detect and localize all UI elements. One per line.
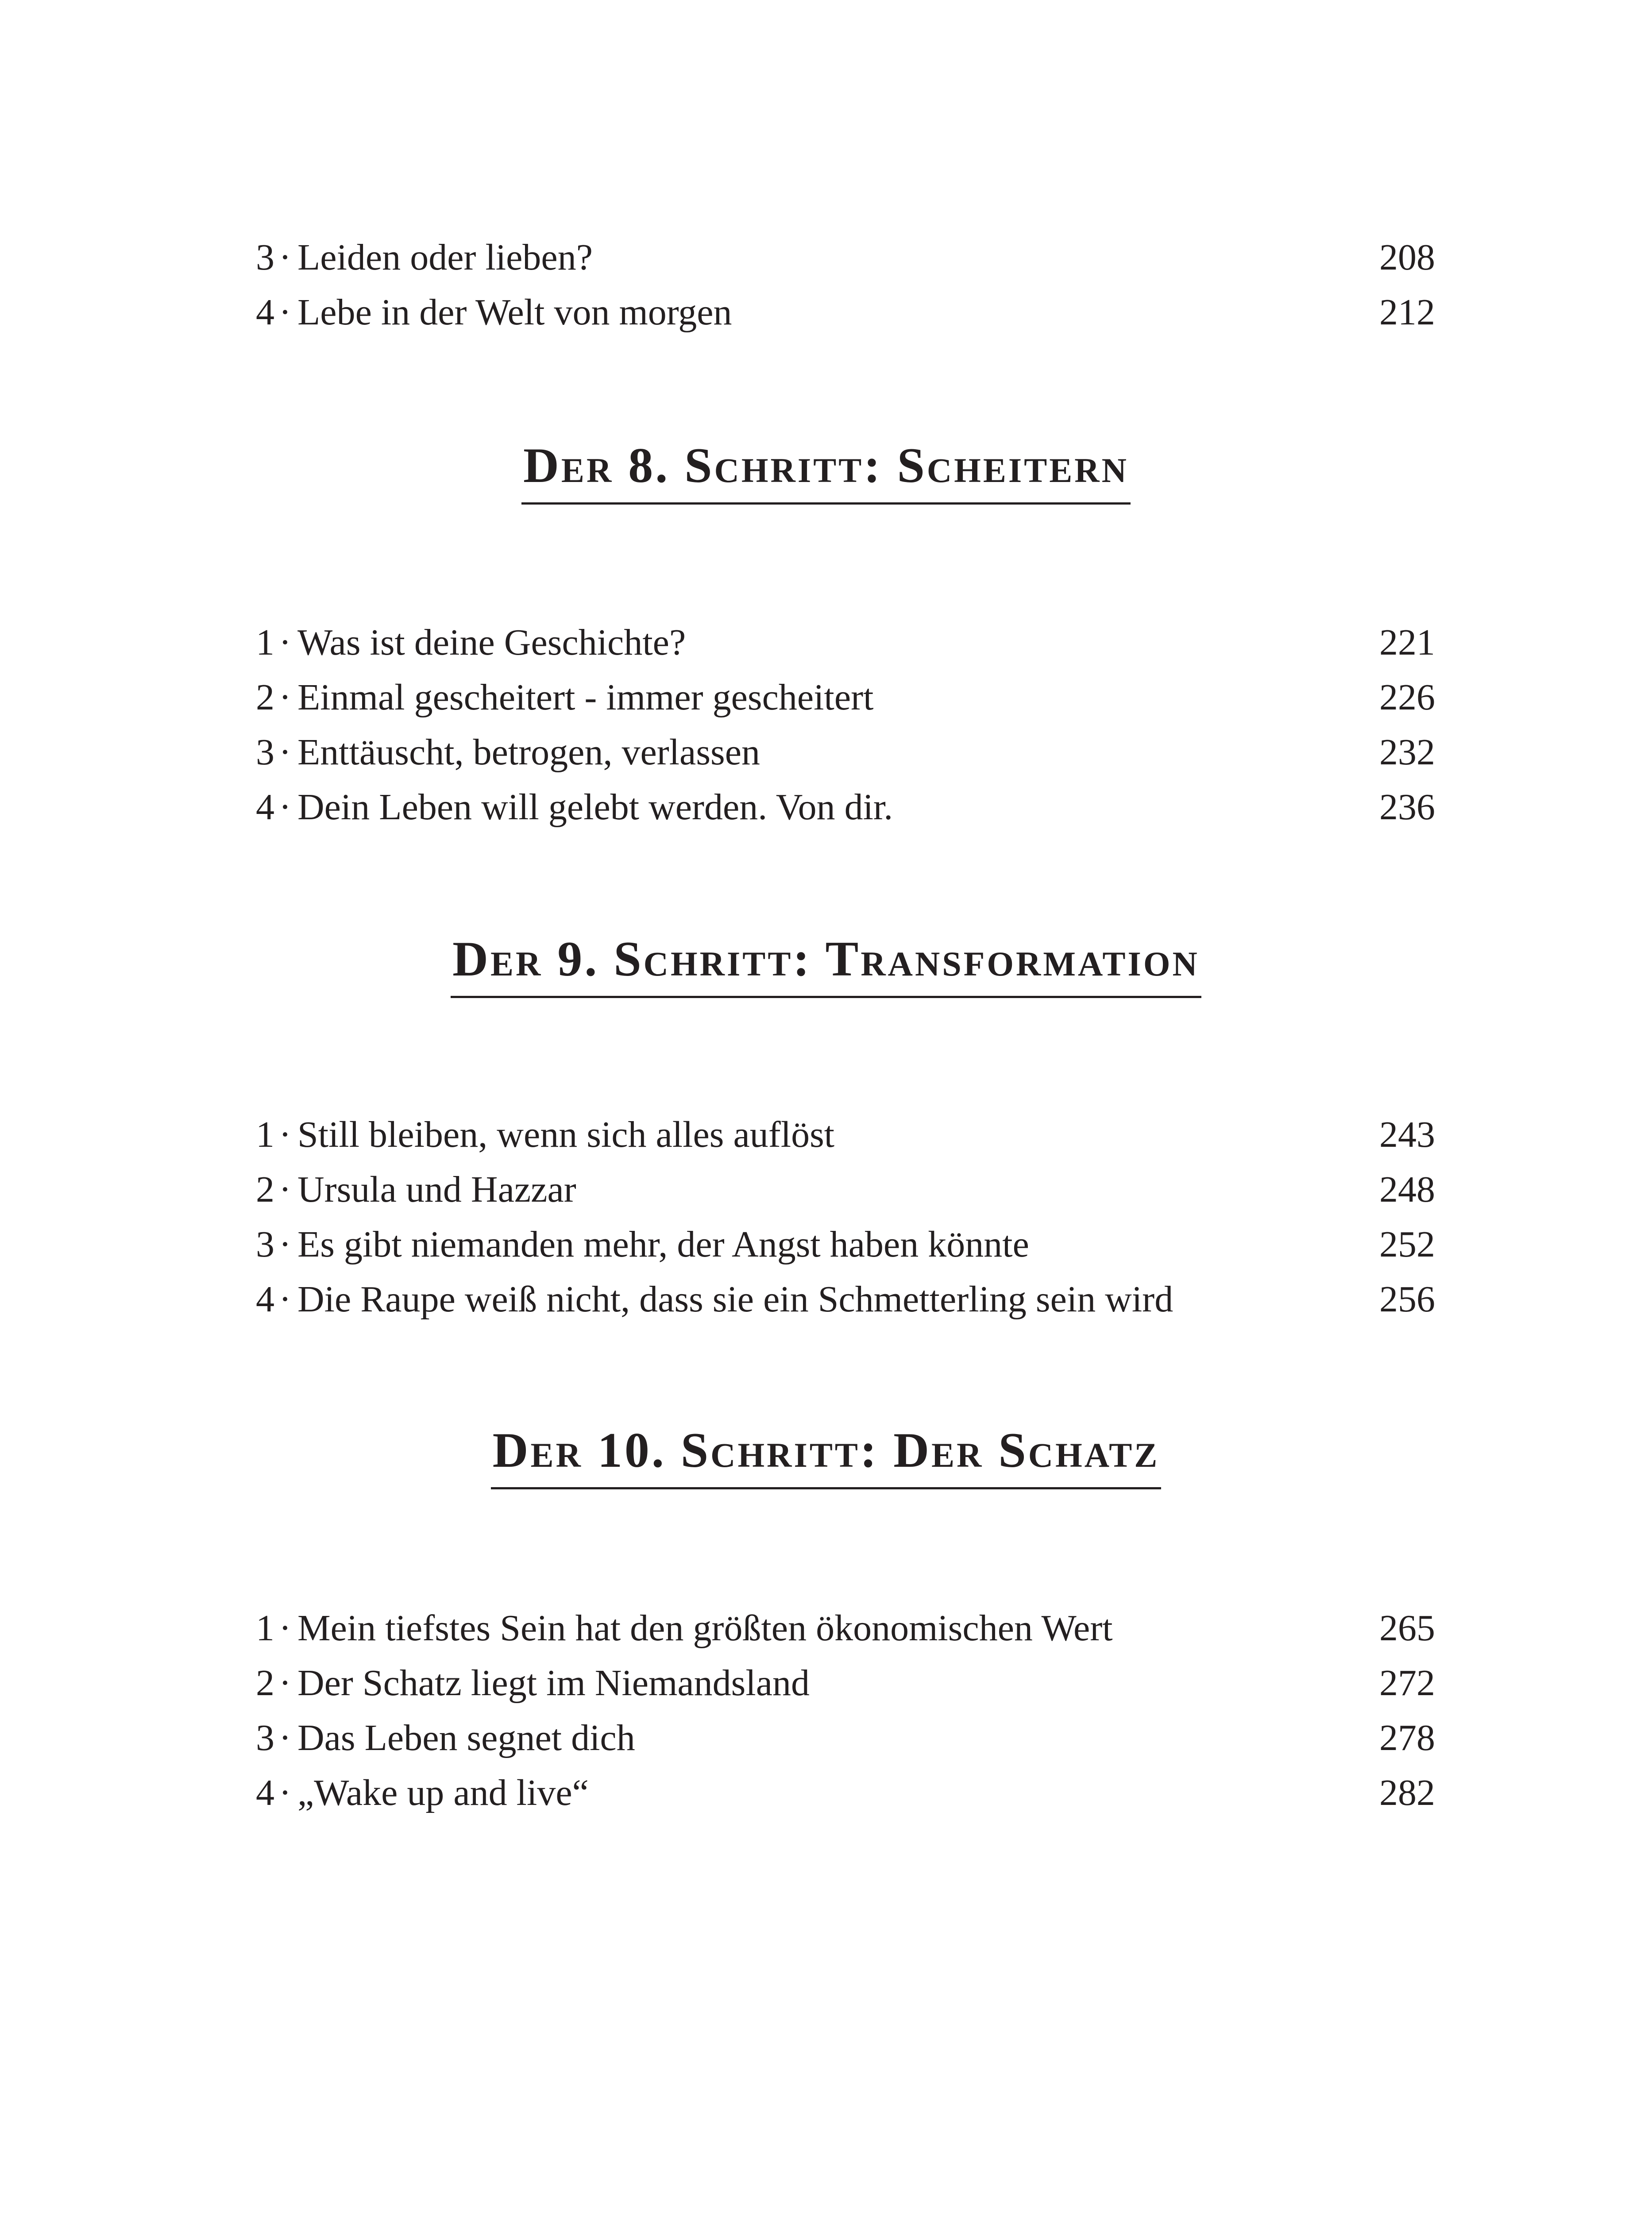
entry-title: Es gibt niemanden mehr, der Angst haben könnte xyxy=(297,1224,1029,1265)
toc-entry xyxy=(256,1217,1435,1272)
entry-title: Die Raupe weiß nicht, dass sie ein Schmetterling sein wird xyxy=(297,1279,1173,1320)
entry-title: Ursula und Hazzar xyxy=(297,1169,576,1210)
toc-entries-section-10 xyxy=(256,1601,1435,1820)
entry-separator: · xyxy=(279,677,291,718)
entry-separator: · xyxy=(279,622,291,663)
section-heading-text: Der 8. Schritt: Scheitern xyxy=(521,437,1131,505)
entry-number: 1 xyxy=(256,1608,274,1649)
toc-entry xyxy=(256,1766,1435,1820)
section-heading-text: Der 10. Schritt: Der Schatz xyxy=(491,1422,1162,1489)
entry-title: Der Schatz liegt im Niemandsland xyxy=(297,1662,810,1704)
entry-page-number: 256 xyxy=(1379,1279,1435,1320)
toc-entry xyxy=(256,670,1435,725)
entry-number: 3 xyxy=(256,732,274,773)
entry-title: Was ist deine Geschichte? xyxy=(297,622,686,663)
entry-title: Mein tiefstes Sein hat den größten ökonomischen Wert xyxy=(297,1608,1113,1649)
toc-entry xyxy=(256,1656,1435,1711)
section-heading xyxy=(0,1422,1652,1489)
toc-entry xyxy=(256,615,1435,670)
entry-page-number: 248 xyxy=(1379,1169,1435,1210)
entry-title: Das Leben segnet dich xyxy=(297,1717,635,1758)
entry-separator: · xyxy=(279,1717,291,1758)
section-heading xyxy=(0,437,1652,505)
entry-separator: · xyxy=(279,1772,291,1813)
entry-title: „Wake up and live“ xyxy=(297,1772,589,1813)
toc-entry xyxy=(256,725,1435,780)
entry-number: 1 xyxy=(256,1114,274,1155)
entry-page-number: 282 xyxy=(1379,1772,1435,1813)
entry-number: 3 xyxy=(256,1717,274,1758)
entry-page-number: 236 xyxy=(1379,787,1435,828)
entry-number: 4 xyxy=(256,292,274,333)
entry-page-number: 212 xyxy=(1379,292,1435,333)
entry-number: 3 xyxy=(256,1224,274,1265)
entry-separator: · xyxy=(279,1224,291,1265)
section-heading xyxy=(0,931,1652,998)
toc-entry xyxy=(256,1107,1435,1162)
entry-number: 4 xyxy=(256,1279,274,1320)
entry-page-number: 232 xyxy=(1379,732,1435,773)
toc-entry xyxy=(256,1711,1435,1766)
entry-title: Enttäuscht, betrogen, verlassen xyxy=(297,732,760,773)
toc-entry xyxy=(256,1601,1435,1656)
toc-entries-continued xyxy=(256,230,1435,340)
entry-number: 1 xyxy=(256,622,274,663)
entry-separator: · xyxy=(279,1114,291,1155)
entry-title: Einmal gescheitert - immer gescheitert xyxy=(297,677,874,718)
entry-page-number: 243 xyxy=(1379,1114,1435,1155)
entry-separator: · xyxy=(279,1279,291,1320)
toc-entry xyxy=(256,1162,1435,1217)
entry-page-number: 221 xyxy=(1379,622,1435,663)
entry-title: Leiden oder lieben? xyxy=(297,237,593,278)
entry-title: Still bleiben, wenn sich alles auflöst xyxy=(297,1114,835,1155)
entry-title: Lebe in der Welt von morgen xyxy=(297,292,732,333)
entry-separator: · xyxy=(279,237,291,278)
entry-number: 4 xyxy=(256,787,274,828)
toc-entries-section-8 xyxy=(256,615,1435,835)
entry-page-number: 278 xyxy=(1379,1717,1435,1758)
entry-number: 2 xyxy=(256,677,274,718)
entry-page-number: 252 xyxy=(1379,1224,1435,1265)
entry-separator: · xyxy=(279,787,291,828)
toc-entry xyxy=(256,780,1435,835)
entry-number: 4 xyxy=(256,1772,274,1813)
entry-separator: · xyxy=(279,292,291,333)
toc-entry xyxy=(256,285,1435,340)
entry-separator: · xyxy=(279,732,291,773)
toc-entry xyxy=(256,1272,1435,1327)
section-heading-text: Der 9. Schritt: Transformation xyxy=(451,931,1201,998)
toc-entry xyxy=(256,230,1435,285)
entry-separator: · xyxy=(279,1169,291,1210)
entry-page-number: 272 xyxy=(1379,1662,1435,1704)
entry-number: 2 xyxy=(256,1169,274,1210)
entry-page-number: 226 xyxy=(1379,677,1435,718)
entry-separator: · xyxy=(279,1662,291,1704)
entry-separator: · xyxy=(279,1608,291,1649)
entry-number: 2 xyxy=(256,1662,274,1704)
entry-number: 3 xyxy=(256,237,274,278)
entry-page-number: 208 xyxy=(1379,237,1435,278)
entry-page-number: 265 xyxy=(1379,1608,1435,1649)
toc-entries-section-9 xyxy=(256,1107,1435,1327)
entry-title: Dein Leben will gelebt werden. Von dir. xyxy=(297,787,893,828)
